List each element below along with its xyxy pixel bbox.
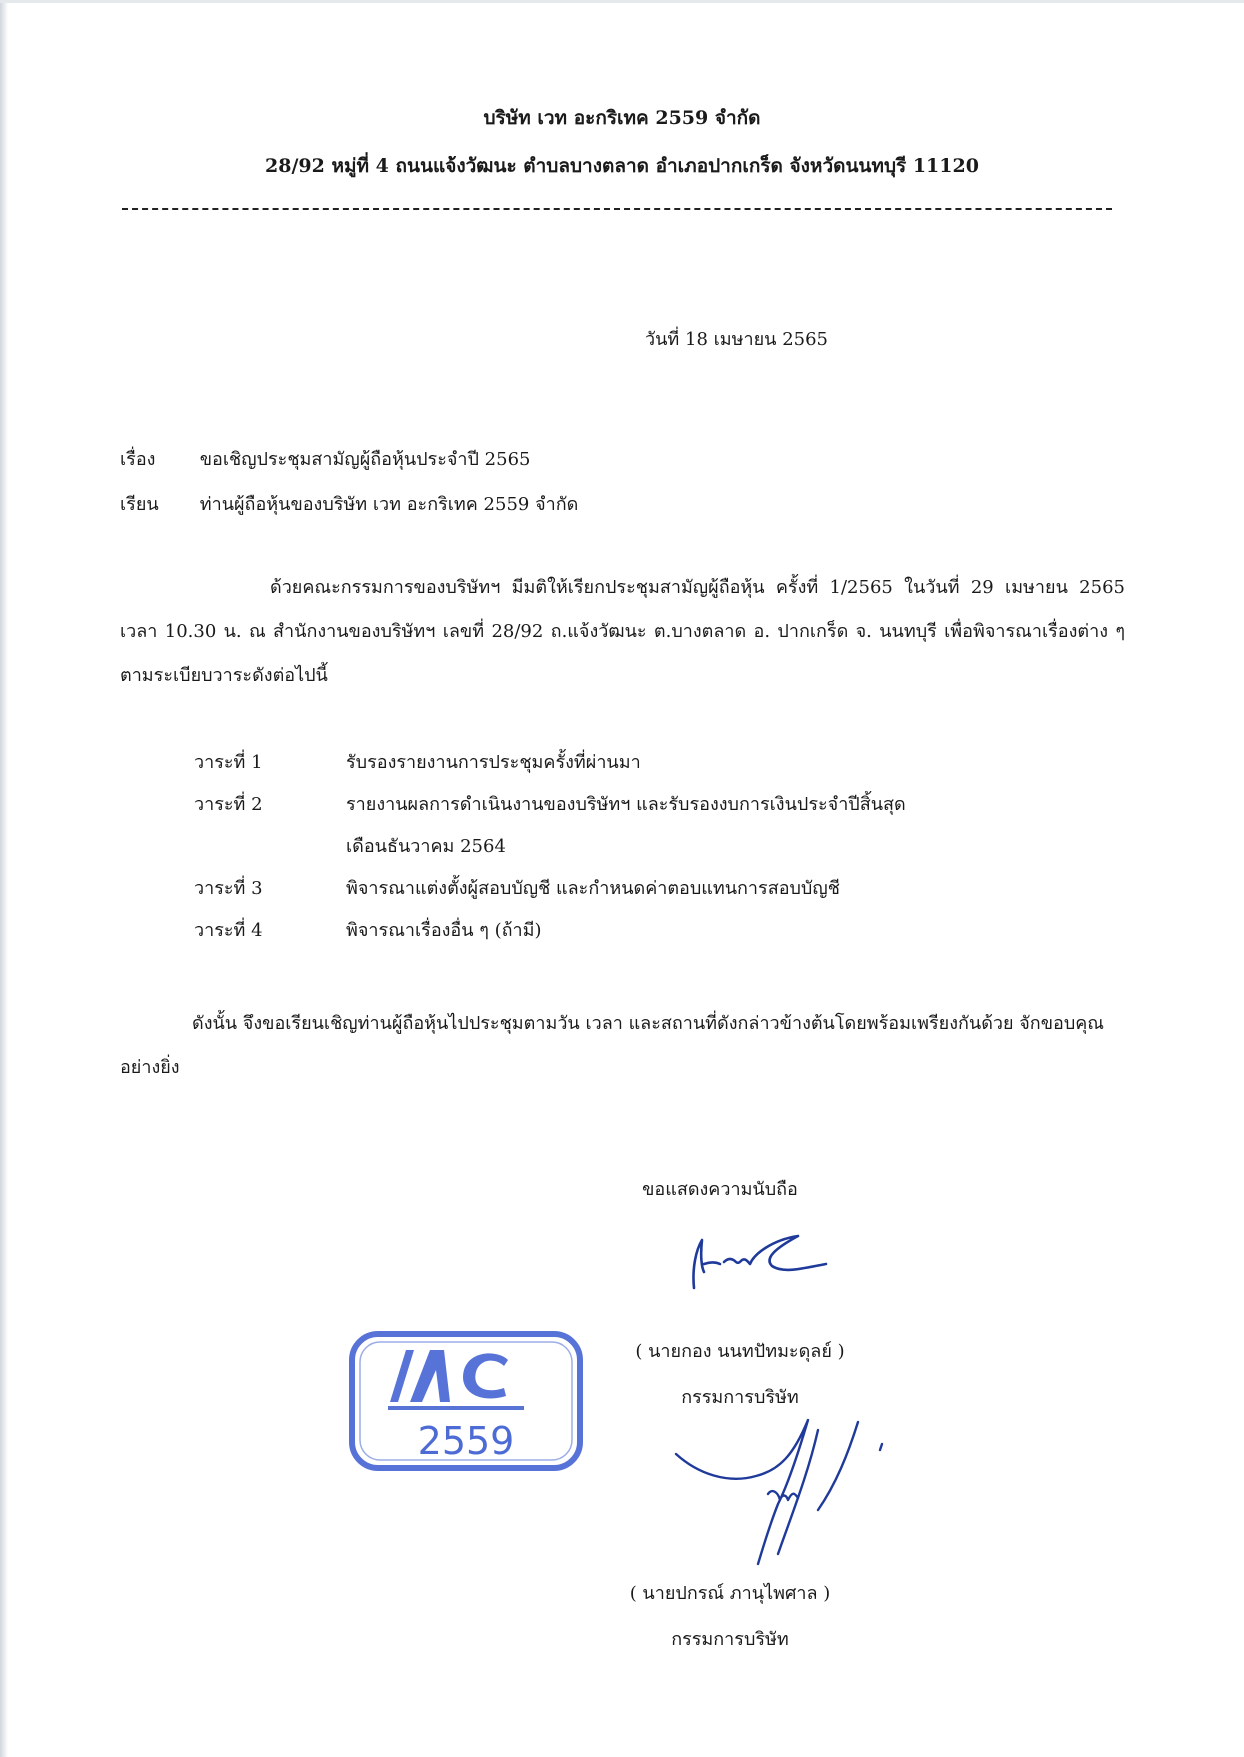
agenda-list (194, 742, 1026, 952)
recipient-row (120, 489, 578, 518)
recipient-text: ท่านผู้ถือหุ้นของบริษัท เวท อะกริเทค 2559 จำกัด (199, 494, 579, 515)
scan-edge-left (0, 0, 8, 1757)
company-address: 28/92 หมู่ที่ 4 ถนนแจ้งวัฒนะ ตำบลบางตลาด อำเภอปากเกร็ด จังหวัดนนทบุรี 11120 (265, 155, 979, 177)
subject-label: เรื่อง (120, 449, 156, 470)
agenda-text: พิจารณาแต่งตั้งผู้สอบบัญชี และกำหนดค่าตอบแทนการสอบบัญชี (346, 878, 840, 899)
body-paragraph-2-text: ดังนั้น จึงขอเรียนเชิญท่านผู้ถือหุ้นไปประชุมตามวัน เวลา และสถานที่ดังกล่าวข้างต้นโดยพร้อมเพรียงกันด้วย จักขอบคุณอย่างยิ่ง (120, 1013, 1104, 1078)
recipient-label: เรียน (120, 494, 159, 515)
agenda-item (194, 868, 1026, 910)
scan-edge-top (0, 0, 1244, 3)
signatory-2-title: กรรมการบริษัท (671, 1629, 789, 1650)
agenda-text: พิจารณาเรื่องอื่น ๆ (ถ้ามี) (346, 920, 542, 941)
agenda-text (346, 784, 1026, 868)
signatory-1-title: กรรมการบริษัท (681, 1387, 799, 1408)
agenda-text-line2: เดือนธันวาคม 2564 (346, 836, 506, 857)
signatory-2-name: ( นายปกรณ์ ภานุไพศาล ) (629, 1583, 831, 1604)
agenda-item (194, 910, 1026, 952)
subject-row (120, 444, 531, 473)
body-paragraph-2 (120, 1002, 1125, 1090)
stamp-number: 2559 (417, 1419, 515, 1463)
agenda-item (194, 784, 1026, 868)
agenda-number: วาระที่ 2 (194, 794, 263, 815)
signature-1 (680, 1228, 840, 1312)
company-name: บริษัท เวท อะกริเทค 2559 จำกัด (483, 107, 761, 129)
agenda-item (194, 742, 1026, 784)
body-paragraph-1-text: ด้วยคณะกรรมการของบริษัทฯ มีมติให้เรียกประชุมสามัญผู้ถือหุ้น ครั้งที่ 1/2565 ในวันที่ 29 เมษายน 2565 เวลา 10.30 น. ณ สำนักงานของบริษัทฯ เลขที่ 28/92 ถ.แจ้งวัฒนะ ต.บางตลาด อ. ปากเกร็ด จ. นนทบุรี เพื่อพิจารณาเรื่องต่าง ๆ ตามระเบียบวาระดังต่อไปนี้ (120, 577, 1125, 686)
subject-text: ขอเชิญประชุมสามัญผู้ถือหุ้นประจำปี 2565 (199, 449, 531, 470)
closing-regards: ขอแสดงความนับถือ (642, 1179, 798, 1200)
letter-date: วันที่ 18 เมษายน 2565 (645, 329, 828, 350)
body-paragraph-1 (120, 566, 1125, 698)
agenda-number: วาระที่ 3 (194, 878, 263, 899)
header-divider (122, 208, 1112, 210)
signature-2 (668, 1414, 898, 1588)
signatory-1-name: ( นายกอง นนทปัทมะดุลย์ ) (635, 1341, 845, 1362)
agenda-text-line1: รายงานผลการดำเนินงานของบริษัทฯ และรับรองงบการเงินประจำปีสิ้นสุด (346, 794, 906, 815)
company-stamp (348, 1330, 584, 1476)
agenda-number: วาระที่ 4 (194, 920, 263, 941)
agenda-number: วาระที่ 1 (194, 752, 263, 773)
agenda-text: รับรองรายงานการประชุมครั้งที่ผ่านมา (346, 752, 641, 773)
